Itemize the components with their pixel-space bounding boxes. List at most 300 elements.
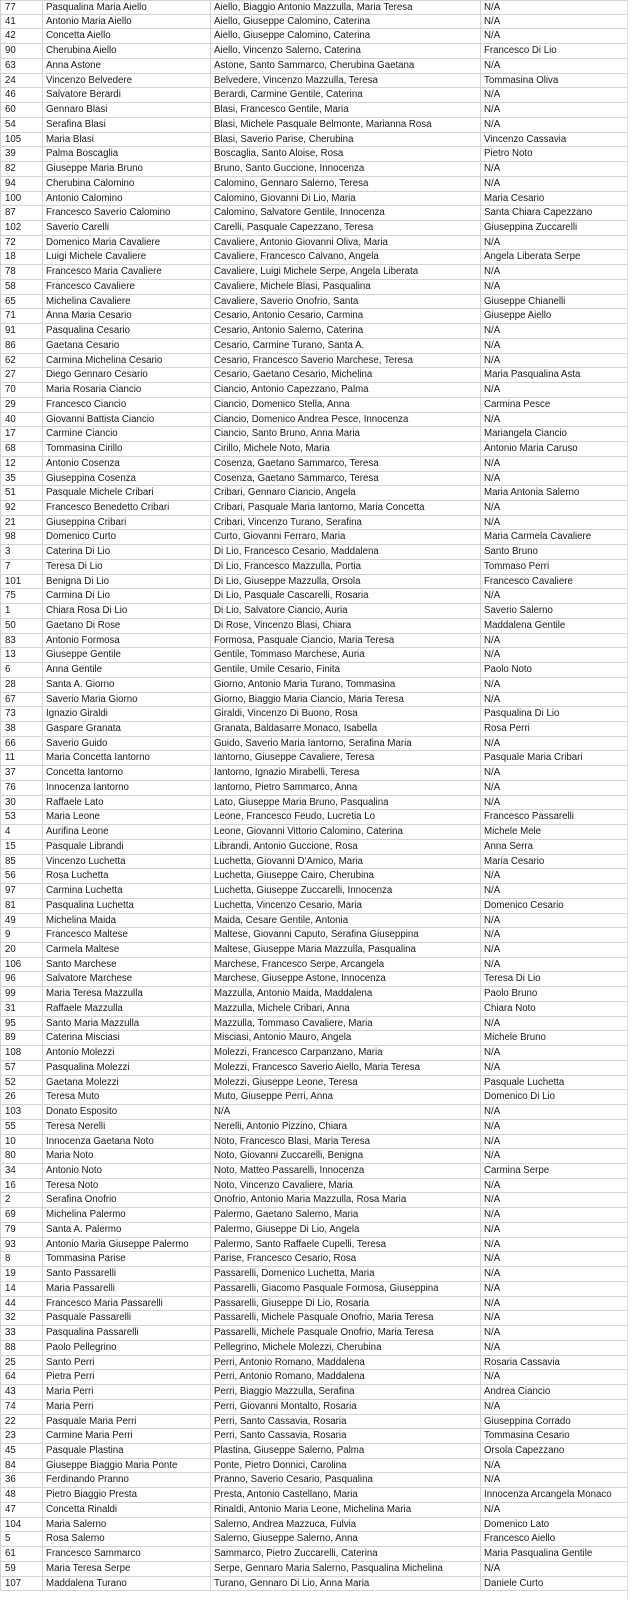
name-cell[interactable]: Carmine Maria Perri (43, 1429, 211, 1443)
id-cell[interactable]: 88 (1, 1341, 43, 1355)
id-cell[interactable]: 65 (1, 295, 43, 309)
id-cell[interactable]: 6 (1, 663, 43, 677)
spouse-cell[interactable]: Teresa Di Lio (481, 972, 628, 986)
name-cell[interactable]: Santo Maria Mazzulla (43, 1017, 211, 1031)
id-cell[interactable]: 30 (1, 796, 43, 810)
spouse-cell[interactable]: Domenico Cesario (481, 899, 628, 913)
name-cell[interactable]: Giuseppe Maria Bruno (43, 162, 211, 176)
parents-cell[interactable]: Di Lio, Giuseppe Mazzulla, Orsola (211, 575, 481, 589)
name-cell[interactable]: Anna Maria Cesario (43, 309, 211, 323)
id-cell[interactable]: 72 (1, 236, 43, 250)
spouse-cell[interactable]: N/A (481, 324, 628, 338)
spouse-cell[interactable]: N/A (481, 1046, 628, 1060)
id-cell[interactable]: 26 (1, 1090, 43, 1104)
parents-cell[interactable]: Presta, Antonio Castellano, Maria (211, 1488, 481, 1502)
name-cell[interactable]: Francesco Saverio Calomino (43, 206, 211, 220)
parents-cell[interactable]: Ponte, Pietro Donnici, Carolina (211, 1459, 481, 1473)
parents-cell[interactable]: Mazzulla, Tommaso Cavaliere, Maria (211, 1017, 481, 1031)
spouse-cell[interactable]: Saverio Salerno (481, 604, 628, 618)
id-cell[interactable]: 50 (1, 619, 43, 633)
id-cell[interactable]: 31 (1, 1002, 43, 1016)
parents-cell[interactable]: Cosenza, Gaetano Sammarco, Teresa (211, 457, 481, 471)
parents-cell[interactable]: Leone, Giovanni Vittorio Calomino, Caterina (211, 825, 481, 839)
parents-cell[interactable]: Ciancio, Santo Bruno, Anna Maria (211, 427, 481, 441)
spouse-cell[interactable]: N/A (481, 354, 628, 368)
name-cell[interactable]: Antonio Maria Giuseppe Palermo (43, 1238, 211, 1252)
spouse-cell[interactable]: Pasqualina Di Lio (481, 707, 628, 721)
spouse-cell[interactable]: N/A (481, 1105, 628, 1119)
id-cell[interactable]: 77 (1, 1, 43, 14)
id-cell[interactable]: 103 (1, 1105, 43, 1119)
id-cell[interactable]: 52 (1, 1076, 43, 1090)
spouse-cell[interactable]: N/A (481, 118, 628, 132)
name-cell[interactable]: Palma Boscaglia (43, 147, 211, 161)
id-cell[interactable]: 81 (1, 899, 43, 913)
id-cell[interactable]: 61 (1, 1547, 43, 1561)
parents-cell[interactable]: Aiello, Vincenzo Salerno, Caterina (211, 44, 481, 58)
parents-cell[interactable]: Onofrio, Antonio Maria Mazzulla, Rosa Maria (211, 1193, 481, 1207)
name-cell[interactable]: Giuseppe Gentile (43, 648, 211, 662)
spouse-cell[interactable]: Tommaso Perri (481, 560, 628, 574)
id-cell[interactable]: 70 (1, 383, 43, 397)
id-cell[interactable]: 80 (1, 1149, 43, 1163)
spouse-cell[interactable]: N/A (481, 1252, 628, 1266)
id-cell[interactable]: 99 (1, 987, 43, 1001)
spouse-cell[interactable]: Vincenzo Cassavia (481, 133, 628, 147)
parents-cell[interactable]: Plastina, Giuseppe Salerno, Palma (211, 1444, 481, 1458)
id-cell[interactable]: 86 (1, 339, 43, 353)
spouse-cell[interactable]: N/A (481, 1282, 628, 1296)
spouse-cell[interactable]: N/A (481, 413, 628, 427)
spouse-cell[interactable]: N/A (481, 1326, 628, 1340)
parents-cell[interactable]: Ciancio, Domenico Stella, Anna (211, 398, 481, 412)
parents-cell[interactable]: Parise, Francesco Cesario, Rosa (211, 1252, 481, 1266)
parents-cell[interactable]: Ciancio, Domenico Andrea Pesce, Innocenza (211, 413, 481, 427)
id-cell[interactable]: 15 (1, 840, 43, 854)
id-cell[interactable]: 54 (1, 118, 43, 132)
id-cell[interactable]: 78 (1, 265, 43, 279)
id-cell[interactable]: 1 (1, 604, 43, 618)
id-cell[interactable]: 48 (1, 1488, 43, 1502)
id-cell[interactable]: 102 (1, 221, 43, 235)
parents-cell[interactable]: Perri, Antonio Romano, Maddalena (211, 1370, 481, 1384)
spouse-cell[interactable]: Innocenza Arcangela Monaco (481, 1488, 628, 1502)
parents-cell[interactable]: Curto, Giovanni Ferraro, Maria (211, 530, 481, 544)
spouse-cell[interactable]: N/A (481, 796, 628, 810)
id-cell[interactable]: 104 (1, 1518, 43, 1532)
name-cell[interactable]: Maria Noto (43, 1149, 211, 1163)
name-cell[interactable]: Carmina Luchetta (43, 884, 211, 898)
parents-cell[interactable]: Lato, Giuseppe Maria Bruno, Pasqualina (211, 796, 481, 810)
spouse-cell[interactable]: N/A (481, 914, 628, 928)
id-cell[interactable]: 105 (1, 133, 43, 147)
parents-cell[interactable]: Gentile, Tommaso Marchese, Auria (211, 648, 481, 662)
name-cell[interactable]: Carmela Maltese (43, 943, 211, 957)
spouse-cell[interactable]: Orsola Capezzano (481, 1444, 628, 1458)
spouse-cell[interactable]: Domenico Di Lio (481, 1090, 628, 1104)
name-cell[interactable]: Francesco Ciancio (43, 398, 211, 412)
parents-cell[interactable]: Cavaliere, Michele Blasi, Pasqualina (211, 280, 481, 294)
id-cell[interactable]: 9 (1, 928, 43, 942)
spouse-cell[interactable]: N/A (481, 928, 628, 942)
name-cell[interactable]: Rosa Luchetta (43, 869, 211, 883)
name-cell[interactable]: Maria Salerno (43, 1518, 211, 1532)
id-cell[interactable]: 29 (1, 398, 43, 412)
spouse-cell[interactable]: Maddalena Gentile (481, 619, 628, 633)
name-cell[interactable]: Antonio Cosenza (43, 457, 211, 471)
name-cell[interactable]: Cherubina Aiello (43, 44, 211, 58)
name-cell[interactable]: Ignazio Giraldi (43, 707, 211, 721)
name-cell[interactable]: Pasqualina Passarelli (43, 1326, 211, 1340)
parents-cell[interactable]: Serpe, Gennaro Maria Salerno, Pasqualina Michelina (211, 1562, 481, 1576)
name-cell[interactable]: Pietra Perri (43, 1370, 211, 1384)
spouse-cell[interactable]: Maria Carmela Cavaliere (481, 530, 628, 544)
spouse-cell[interactable]: Mariangela Ciancio (481, 427, 628, 441)
parents-cell[interactable]: Luchetta, Giuseppe Cairo, Cherubina (211, 869, 481, 883)
parents-cell[interactable]: Blasi, Saverio Parise, Cherubina (211, 133, 481, 147)
spouse-cell[interactable]: N/A (481, 1017, 628, 1031)
name-cell[interactable]: Francesco Cavaliere (43, 280, 211, 294)
name-cell[interactable]: Gennaro Blasi (43, 103, 211, 117)
parents-cell[interactable]: Astone, Santo Sammarco, Cherubina Gaetana (211, 59, 481, 73)
id-cell[interactable]: 71 (1, 309, 43, 323)
name-cell[interactable]: Maria Blasi (43, 133, 211, 147)
id-cell[interactable]: 83 (1, 634, 43, 648)
parents-cell[interactable]: Pranno, Saverio Cesario, Pasqualina (211, 1473, 481, 1487)
name-cell[interactable]: Benigna Di Lio (43, 575, 211, 589)
name-cell[interactable]: Teresa Nerelli (43, 1120, 211, 1134)
id-cell[interactable]: 11 (1, 751, 43, 765)
parents-cell[interactable]: Gentile, Umile Cesario, Finita (211, 663, 481, 677)
name-cell[interactable]: Pasquale Maria Perri (43, 1415, 211, 1429)
id-cell[interactable]: 17 (1, 427, 43, 441)
spouse-cell[interactable]: N/A (481, 678, 628, 692)
spouse-cell[interactable]: N/A (481, 693, 628, 707)
name-cell[interactable]: Santo Marchese (43, 958, 211, 972)
id-cell[interactable]: 24 (1, 74, 43, 88)
name-cell[interactable]: Pasqualina Maria Aiello (43, 1, 211, 14)
spouse-cell[interactable]: Giuseppina Corrado (481, 1415, 628, 1429)
parents-cell[interactable]: Noto, Francesco Blasi, Maria Teresa (211, 1135, 481, 1149)
name-cell[interactable]: Giuseppina Cribari (43, 516, 211, 530)
parents-cell[interactable]: Perri, Santo Cassavia, Rosaria (211, 1415, 481, 1429)
name-cell[interactable]: Maria Perri (43, 1400, 211, 1414)
name-cell[interactable]: Ferdinando Pranno (43, 1473, 211, 1487)
name-cell[interactable]: Caterina Di Lio (43, 545, 211, 559)
id-cell[interactable]: 10 (1, 1135, 43, 1149)
name-cell[interactable]: Maria Teresa Mazzulla (43, 987, 211, 1001)
spouse-cell[interactable]: N/A (481, 1179, 628, 1193)
name-cell[interactable]: Domenico Maria Cavaliere (43, 236, 211, 250)
name-cell[interactable]: Domenico Curto (43, 530, 211, 544)
spouse-cell[interactable]: N/A (481, 339, 628, 353)
id-cell[interactable]: 59 (1, 1562, 43, 1576)
parents-cell[interactable]: Carelli, Pasquale Capezzano, Teresa (211, 221, 481, 235)
spouse-cell[interactable]: Santo Bruno (481, 545, 628, 559)
id-cell[interactable]: 40 (1, 413, 43, 427)
parents-cell[interactable]: Perri, Antonio Romano, Maddalena (211, 1356, 481, 1370)
name-cell[interactable]: Rosa Salerno (43, 1532, 211, 1546)
id-cell[interactable]: 19 (1, 1267, 43, 1281)
name-cell[interactable]: Tommasina Parise (43, 1252, 211, 1266)
name-cell[interactable]: Salvatore Marchese (43, 972, 211, 986)
parents-cell[interactable]: Aiello, Giuseppe Calomino, Caterina (211, 15, 481, 29)
name-cell[interactable]: Francesco Maltese (43, 928, 211, 942)
spouse-cell[interactable]: N/A (481, 943, 628, 957)
id-cell[interactable]: 63 (1, 59, 43, 73)
id-cell[interactable]: 12 (1, 457, 43, 471)
spouse-cell[interactable]: Michele Bruno (481, 1031, 628, 1045)
name-cell[interactable]: Saverio Maria Giorno (43, 693, 211, 707)
id-cell[interactable]: 45 (1, 1444, 43, 1458)
id-cell[interactable]: 35 (1, 472, 43, 486)
name-cell[interactable]: Santa A. Palermo (43, 1223, 211, 1237)
name-cell[interactable]: Giuseppe Biaggio Maria Ponte (43, 1459, 211, 1473)
id-cell[interactable]: 76 (1, 781, 43, 795)
spouse-cell[interactable]: Maria Cesario (481, 192, 628, 206)
name-cell[interactable]: Aurifina Leone (43, 825, 211, 839)
parents-cell[interactable]: Luchetta, Giuseppe Zuccarelli, Innocenza (211, 884, 481, 898)
parents-cell[interactable]: Palermo, Gaetano Salerno, Maria (211, 1208, 481, 1222)
id-cell[interactable]: 21 (1, 516, 43, 530)
id-cell[interactable]: 51 (1, 486, 43, 500)
parents-cell[interactable]: Cribari, Vincenzo Turano, Serafina (211, 516, 481, 530)
name-cell[interactable]: Pasqualina Luchetta (43, 899, 211, 913)
parents-cell[interactable]: Muto, Giuseppe Perri, Anna (211, 1090, 481, 1104)
parents-cell[interactable]: Passarelli, Michele Pasquale Onofrio, Maria Teresa (211, 1326, 481, 1340)
name-cell[interactable]: Antonio Maria Aiello (43, 15, 211, 29)
spouse-cell[interactable]: N/A (481, 1135, 628, 1149)
id-cell[interactable]: 84 (1, 1459, 43, 1473)
parents-cell[interactable]: Salerno, Giuseppe Salerno, Anna (211, 1532, 481, 1546)
name-cell[interactable]: Antonio Calomino (43, 192, 211, 206)
id-cell[interactable]: 7 (1, 560, 43, 574)
id-cell[interactable]: 74 (1, 1400, 43, 1414)
spouse-cell[interactable]: N/A (481, 383, 628, 397)
parents-cell[interactable]: Bruno, Santo Guccione, Innocenza (211, 162, 481, 176)
id-cell[interactable]: 25 (1, 1356, 43, 1370)
id-cell[interactable]: 91 (1, 324, 43, 338)
spouse-cell[interactable]: N/A (481, 781, 628, 795)
parents-cell[interactable]: Guido, Saverio Maria Iantorno, Serafina Maria (211, 737, 481, 751)
parents-cell[interactable]: Belvedere, Vincenzo Mazzulla, Teresa (211, 74, 481, 88)
name-cell[interactable]: Chiara Rosa Di Lio (43, 604, 211, 618)
spouse-cell[interactable]: N/A (481, 88, 628, 102)
parents-cell[interactable]: Calomino, Gennaro Salerno, Teresa (211, 177, 481, 191)
name-cell[interactable]: Teresa Di Lio (43, 560, 211, 574)
spouse-cell[interactable]: Maria Cesario (481, 855, 628, 869)
name-cell[interactable]: Antonio Molezzi (43, 1046, 211, 1060)
name-cell[interactable]: Maria Rosaria Ciancio (43, 383, 211, 397)
spouse-cell[interactable]: Giuseppe Aiello (481, 309, 628, 323)
id-cell[interactable]: 8 (1, 1252, 43, 1266)
parents-cell[interactable]: Passarelli, Michele Pasquale Onofrio, Maria Teresa (211, 1311, 481, 1325)
name-cell[interactable]: Carmina Di Lio (43, 589, 211, 603)
parents-cell[interactable]: Leone, Francesco Feudo, Lucretia Lo (211, 810, 481, 824)
name-cell[interactable]: Maria Leone (43, 810, 211, 824)
id-cell[interactable]: 22 (1, 1415, 43, 1429)
spouse-cell[interactable]: N/A (481, 501, 628, 515)
parents-cell[interactable]: Marchese, Giuseppe Astone, Innocenza (211, 972, 481, 986)
spouse-cell[interactable]: N/A (481, 177, 628, 191)
id-cell[interactable]: 42 (1, 29, 43, 43)
name-cell[interactable]: Michelina Palermo (43, 1208, 211, 1222)
parents-cell[interactable]: Palermo, Santo Raffaele Cupelli, Teresa (211, 1238, 481, 1252)
spouse-cell[interactable]: N/A (481, 1238, 628, 1252)
spouse-cell[interactable]: N/A (481, 1459, 628, 1473)
id-cell[interactable]: 56 (1, 869, 43, 883)
spouse-cell[interactable]: N/A (481, 1208, 628, 1222)
spouse-cell[interactable]: N/A (481, 457, 628, 471)
spouse-cell[interactable]: N/A (481, 958, 628, 972)
spouse-cell[interactable]: Rosa Perri (481, 722, 628, 736)
name-cell[interactable]: Santo Perri (43, 1356, 211, 1370)
id-cell[interactable]: 92 (1, 501, 43, 515)
parents-cell[interactable]: Giorno, Biaggio Maria Ciancio, Maria Teresa (211, 693, 481, 707)
parents-cell[interactable]: Passarelli, Domenico Luchetta, Maria (211, 1267, 481, 1281)
parents-cell[interactable]: Librandi, Antonio Guccione, Rosa (211, 840, 481, 854)
spouse-cell[interactable]: Pasquale Maria Cribari (481, 751, 628, 765)
spouse-cell[interactable]: Rosaria Cassavia (481, 1356, 628, 1370)
id-cell[interactable]: 38 (1, 722, 43, 736)
parents-cell[interactable]: Blasi, Francesco Gentile, Maria (211, 103, 481, 117)
name-cell[interactable]: Teresa Muto (43, 1090, 211, 1104)
name-cell[interactable]: Cherubina Calomino (43, 177, 211, 191)
id-cell[interactable]: 55 (1, 1120, 43, 1134)
name-cell[interactable]: Caterina Misciasi (43, 1031, 211, 1045)
spouse-cell[interactable]: Andrea Ciancio (481, 1385, 628, 1399)
parents-cell[interactable]: Passarelli, Giuseppe Di Lio, Rosaria (211, 1297, 481, 1311)
parents-cell[interactable]: Iantorno, Giuseppe Cavaliere, Teresa (211, 751, 481, 765)
id-cell[interactable]: 96 (1, 972, 43, 986)
spouse-cell[interactable]: N/A (481, 280, 628, 294)
parents-cell[interactable]: Cesario, Carmine Turano, Santa A. (211, 339, 481, 353)
spouse-cell[interactable]: N/A (481, 737, 628, 751)
parents-cell[interactable]: Noto, Matteo Passarelli, Innocenza (211, 1164, 481, 1178)
parents-cell[interactable]: Cribari, Pasquale Maria Iantorno, Maria Concetta (211, 501, 481, 515)
spouse-cell[interactable]: N/A (481, 1, 628, 14)
id-cell[interactable]: 101 (1, 575, 43, 589)
name-cell[interactable]: Anna Astone (43, 59, 211, 73)
name-cell[interactable]: Raffaele Lato (43, 796, 211, 810)
id-cell[interactable]: 36 (1, 1473, 43, 1487)
name-cell[interactable]: Vincenzo Belvedere (43, 74, 211, 88)
id-cell[interactable]: 2 (1, 1193, 43, 1207)
name-cell[interactable]: Francesco Maria Cavaliere (43, 265, 211, 279)
name-cell[interactable]: Maria Perri (43, 1385, 211, 1399)
id-cell[interactable]: 73 (1, 707, 43, 721)
name-cell[interactable]: Vincenzo Luchetta (43, 855, 211, 869)
parents-cell[interactable]: Cesario, Gaetano Cesario, Michelina (211, 368, 481, 382)
name-cell[interactable]: Francesco Benedetto Cribari (43, 501, 211, 515)
spouse-cell[interactable]: Pasquale Luchetta (481, 1076, 628, 1090)
name-cell[interactable]: Saverio Carelli (43, 221, 211, 235)
spouse-cell[interactable]: N/A (481, 1562, 628, 1576)
spouse-cell[interactable]: N/A (481, 589, 628, 603)
id-cell[interactable]: 20 (1, 943, 43, 957)
spouse-cell[interactable]: N/A (481, 1267, 628, 1281)
spouse-cell[interactable]: N/A (481, 1061, 628, 1075)
id-cell[interactable]: 100 (1, 192, 43, 206)
spouse-cell[interactable]: N/A (481, 1341, 628, 1355)
spouse-cell[interactable]: N/A (481, 1311, 628, 1325)
id-cell[interactable]: 14 (1, 1282, 43, 1296)
id-cell[interactable]: 98 (1, 530, 43, 544)
name-cell[interactable]: Carmine Ciancio (43, 427, 211, 441)
name-cell[interactable]: Serafina Blasi (43, 118, 211, 132)
name-cell[interactable]: Gaspare Granata (43, 722, 211, 736)
parents-cell[interactable]: Rinaldi, Antonio Maria Leone, Michelina Maria (211, 1503, 481, 1517)
spouse-cell[interactable]: Anna Serra (481, 840, 628, 854)
name-cell[interactable]: Pasquale Michele Cribari (43, 486, 211, 500)
spouse-cell[interactable]: N/A (481, 884, 628, 898)
spouse-cell[interactable]: Francesco Cavaliere (481, 575, 628, 589)
name-cell[interactable]: Santa A. Giorno (43, 678, 211, 692)
parents-cell[interactable]: Turano, Gennaro Di Lio, Anna Maria (211, 1577, 481, 1591)
spouse-cell[interactable]: Santa Chiara Capezzano (481, 206, 628, 220)
name-cell[interactable]: Pasquale Librandi (43, 840, 211, 854)
name-cell[interactable]: Antonio Formosa (43, 634, 211, 648)
parents-cell[interactable]: Cavaliere, Francesco Calvano, Angela (211, 250, 481, 264)
parents-cell[interactable]: Boscaglia, Santo Aloise, Rosa (211, 147, 481, 161)
id-cell[interactable]: 41 (1, 15, 43, 29)
spouse-cell[interactable]: N/A (481, 1297, 628, 1311)
parents-cell[interactable]: Di Lio, Salvatore Ciancio, Auria (211, 604, 481, 618)
id-cell[interactable]: 23 (1, 1429, 43, 1443)
name-cell[interactable]: Antonio Noto (43, 1164, 211, 1178)
parents-cell[interactable]: Noto, Giovanni Zuccarelli, Benigna (211, 1149, 481, 1163)
name-cell[interactable]: Salvatore Berardi (43, 88, 211, 102)
parents-cell[interactable]: Di Lio, Francesco Mazzulla, Portia (211, 560, 481, 574)
name-cell[interactable]: Pasquale Passarelli (43, 1311, 211, 1325)
parents-cell[interactable]: Luchetta, Vincenzo Cesario, Maria (211, 899, 481, 913)
parents-cell[interactable]: Molezzi, Francesco Saverio Aiello, Maria Teresa (211, 1061, 481, 1075)
name-cell[interactable]: Giovanni Battista Ciancio (43, 413, 211, 427)
id-cell[interactable]: 107 (1, 1577, 43, 1591)
name-cell[interactable]: Raffaele Mazzulla (43, 1002, 211, 1016)
id-cell[interactable]: 69 (1, 1208, 43, 1222)
name-cell[interactable]: Paolo Pellegrino (43, 1341, 211, 1355)
parents-cell[interactable]: Palermo, Giuseppe Di Lio, Angela (211, 1223, 481, 1237)
spouse-cell[interactable]: Domenico Lato (481, 1518, 628, 1532)
name-cell[interactable]: Pasqualina Molezzi (43, 1061, 211, 1075)
name-cell[interactable]: Maria Passarelli (43, 1282, 211, 1296)
spouse-cell[interactable]: N/A (481, 236, 628, 250)
parents-cell[interactable]: Cosenza, Gaetano Sammarco, Teresa (211, 472, 481, 486)
id-cell[interactable]: 5 (1, 1532, 43, 1546)
spouse-cell[interactable]: N/A (481, 15, 628, 29)
name-cell[interactable]: Serafina Onofrio (43, 1193, 211, 1207)
name-cell[interactable]: Maria Concetta Iantorno (43, 751, 211, 765)
id-cell[interactable]: 60 (1, 103, 43, 117)
id-cell[interactable]: 16 (1, 1179, 43, 1193)
id-cell[interactable]: 82 (1, 162, 43, 176)
id-cell[interactable]: 3 (1, 545, 43, 559)
id-cell[interactable]: 68 (1, 442, 43, 456)
id-cell[interactable]: 79 (1, 1223, 43, 1237)
parents-cell[interactable]: Salerno, Andrea Mazzuca, Fulvia (211, 1518, 481, 1532)
parents-cell[interactable]: Blasi, Michele Pasquale Belmonte, Marianna Rosa (211, 118, 481, 132)
parents-cell[interactable]: Berardi, Carmine Gentile, Caterina (211, 88, 481, 102)
parents-cell[interactable]: Molezzi, Francesco Carpanzano, Maria (211, 1046, 481, 1060)
id-cell[interactable]: 58 (1, 280, 43, 294)
spouse-cell[interactable]: N/A (481, 869, 628, 883)
id-cell[interactable]: 32 (1, 1311, 43, 1325)
spouse-cell[interactable]: N/A (481, 29, 628, 43)
name-cell[interactable]: Concetta Iantorno (43, 766, 211, 780)
parents-cell[interactable]: Sammarco, Pietro Zuccarelli, Caterina (211, 1547, 481, 1561)
parents-cell[interactable]: Perri, Santo Cassavia, Rosaria (211, 1429, 481, 1443)
